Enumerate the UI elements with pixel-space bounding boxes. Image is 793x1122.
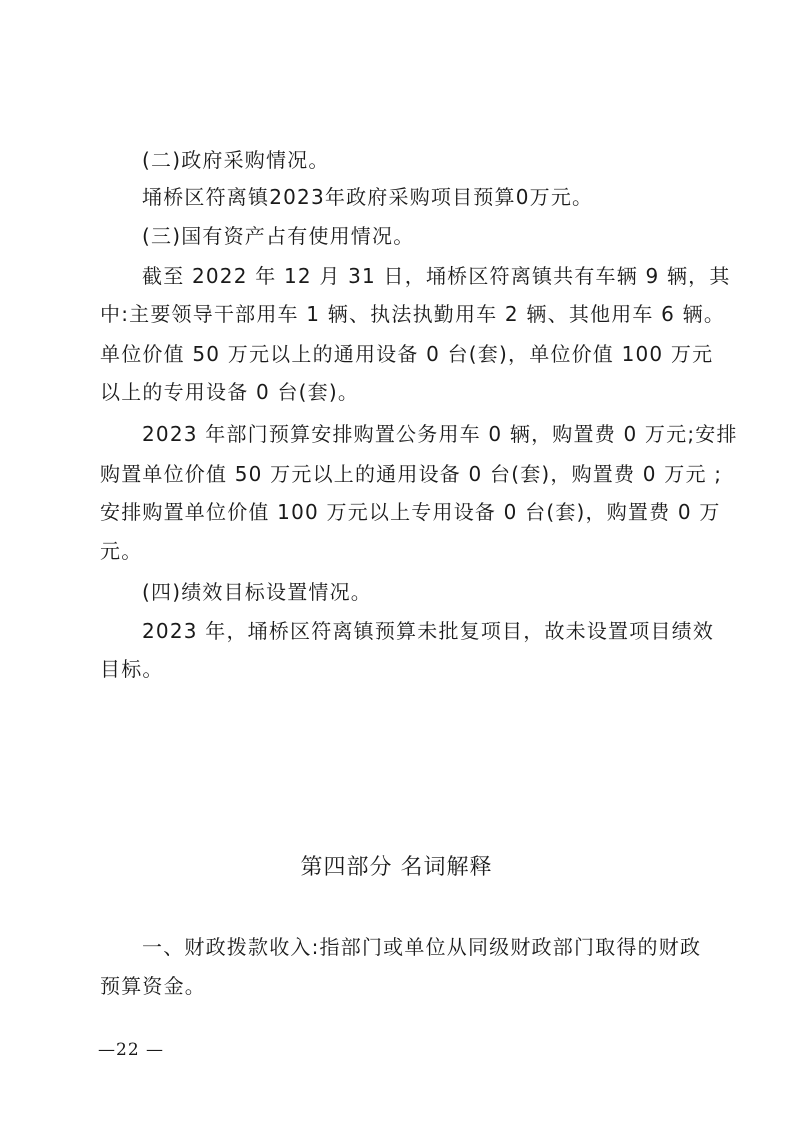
- glossary-paragraph-line: 预算资金。: [100, 974, 206, 998]
- procurement-budget-text: 埇桥区符离镇2023年政府采购项目预算0万元。: [142, 185, 594, 209]
- page-number: —22 —: [98, 1040, 165, 1060]
- performance-paragraph-line: 2023 年，埇桥区符离镇预算未批复项目，故未设置项目绩效: [142, 619, 715, 643]
- performance-paragraph-line: 目标。: [100, 657, 164, 681]
- part-four-heading: 第四部分 名词解释: [300, 855, 493, 880]
- purchase-plan-paragraph-line: 安排购置单位价值 100 万元以上专用设备 0 台(套)，购置费 0 万: [100, 500, 721, 524]
- purchase-plan-paragraph-line: 购置单位价值 50 万元以上的通用设备 0 台(套)，购置费 0 万元 ;: [100, 462, 723, 486]
- purchase-plan-paragraph-line: 元。: [100, 539, 143, 563]
- section-heading-state-assets: (三)国有资产占有使用情况。: [142, 224, 415, 248]
- assets-paragraph-line: 中:主要领导干部用车 1 辆、执法执勤用车 2 辆、其他用车 6 辆。: [100, 302, 726, 326]
- assets-paragraph-line: 单位价值 50 万元以上的通用设备 0 台(套)，单位价值 100 万元: [100, 342, 714, 366]
- section-heading-government-procurement: (二)政府采购情况。: [142, 148, 330, 172]
- section-heading-performance-targets: (四)绩效目标设置情况。: [142, 580, 373, 604]
- purchase-plan-paragraph-line: 2023 年部门预算安排购置公务用车 0 辆，购置费 0 万元;安排: [142, 422, 738, 446]
- assets-paragraph-line: 截至 2022 年 12 月 31 日，埇桥区符离镇共有车辆 9 辆，其: [142, 264, 731, 288]
- assets-paragraph-line: 以上的专用设备 0 台(套)。: [100, 380, 360, 404]
- glossary-paragraph-line: 一、财政拨款收入:指部门或单位从同级财政部门取得的财政: [142, 935, 702, 959]
